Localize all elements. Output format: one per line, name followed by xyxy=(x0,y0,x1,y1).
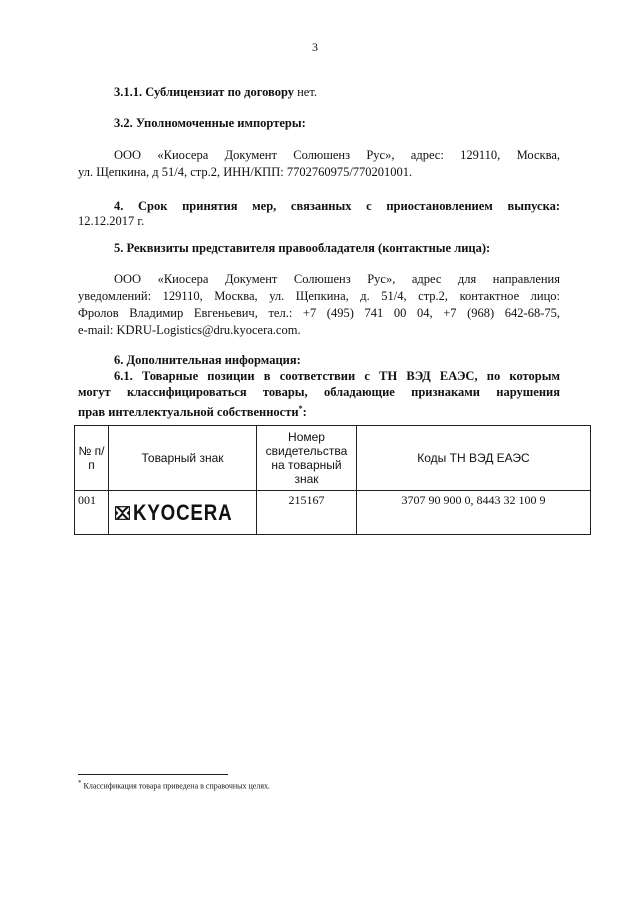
section-6-1-line-1: 6.1. Товарные позиции в соответствии с ТН ВЭД ЕАЭС, по которым xyxy=(114,369,560,383)
kyocera-logo xyxy=(115,501,250,525)
section-5-line-3: Фролов Владимир Евгеньевич, тел.: +7 (495) 741 00 04, +7 (968) 642-68-75, xyxy=(78,306,560,320)
section-5-line-2: уведомлений: 129110, Москва, ул. Щепкина, д. 51/4, стр.2, контактное лицо: xyxy=(78,289,560,303)
section-3-1-1-value: нет. xyxy=(297,85,317,99)
section-4-value: 12.12.2017 г. xyxy=(78,214,145,228)
section-6-1-text: прав интеллектуальной собственности xyxy=(78,405,299,420)
kyocera-emblem-icon xyxy=(115,501,130,525)
section-3-2-line-1: ООО «Киосера Документ Солюшенз Рус», адрес: 129110, Москва, xyxy=(114,148,560,162)
header-trademark: Товарный знак xyxy=(109,426,257,491)
section-3-2-line-2: ул. Щепкина, д 51/4, стр.2, ИНН/КПП: 7702760975/770201001. xyxy=(78,165,413,179)
section-5-line-1: ООО «Киосера Документ Солюшенз Рус», адрес для направления xyxy=(114,272,560,286)
section-4-heading: 4. Срок принятия мер, связанных с приостановлением выпуска: xyxy=(114,199,560,213)
header-codes: Коды ТН ВЭД ЕАЭС xyxy=(357,426,591,491)
section-6-1-line-3 xyxy=(78,400,307,421)
footnote-text: Классификация товара приведена в справочных целях. xyxy=(83,781,270,791)
trademark-table xyxy=(74,425,591,535)
header-certificate: Номер свидетельства на товарный знак xyxy=(257,426,357,491)
row-trademark xyxy=(109,491,257,535)
footnote-ref-mark: * xyxy=(298,404,303,413)
kyocera-wordmark: KYOCERA xyxy=(132,499,233,525)
section-3-2-heading: 3.2. Уполномоченные импортеры: xyxy=(114,116,306,130)
footnote-separator xyxy=(78,774,228,775)
footnote-mark: * xyxy=(78,779,82,787)
footnote xyxy=(78,779,270,791)
section-6-1-line-2: могут классифицироваться товары, обладающие признаками нарушения xyxy=(78,385,560,399)
row-number: 001 xyxy=(75,491,109,535)
header-number: № п/п xyxy=(75,426,109,491)
section-5-line-4: e-mail: KDRU-Logistics@dru.kyocera.com. xyxy=(78,323,301,337)
page-number: 3 xyxy=(312,40,318,54)
table-row xyxy=(75,491,591,535)
section-6-heading: 6. Дополнительная информация: xyxy=(114,353,301,367)
section-5-heading: 5. Реквизиты представителя правообладателя (контактные лица): xyxy=(114,241,491,255)
section-6-1-colon: : xyxy=(302,405,307,420)
section-3-1-1 xyxy=(114,84,317,101)
section-3-1-1-label: 3.1.1. Сублицензиат по договору xyxy=(114,85,294,99)
row-codes: 3707 90 900 0, 8443 32 100 9 xyxy=(357,491,591,535)
row-certificate: 215167 xyxy=(257,491,357,535)
table-header-row xyxy=(75,426,591,491)
